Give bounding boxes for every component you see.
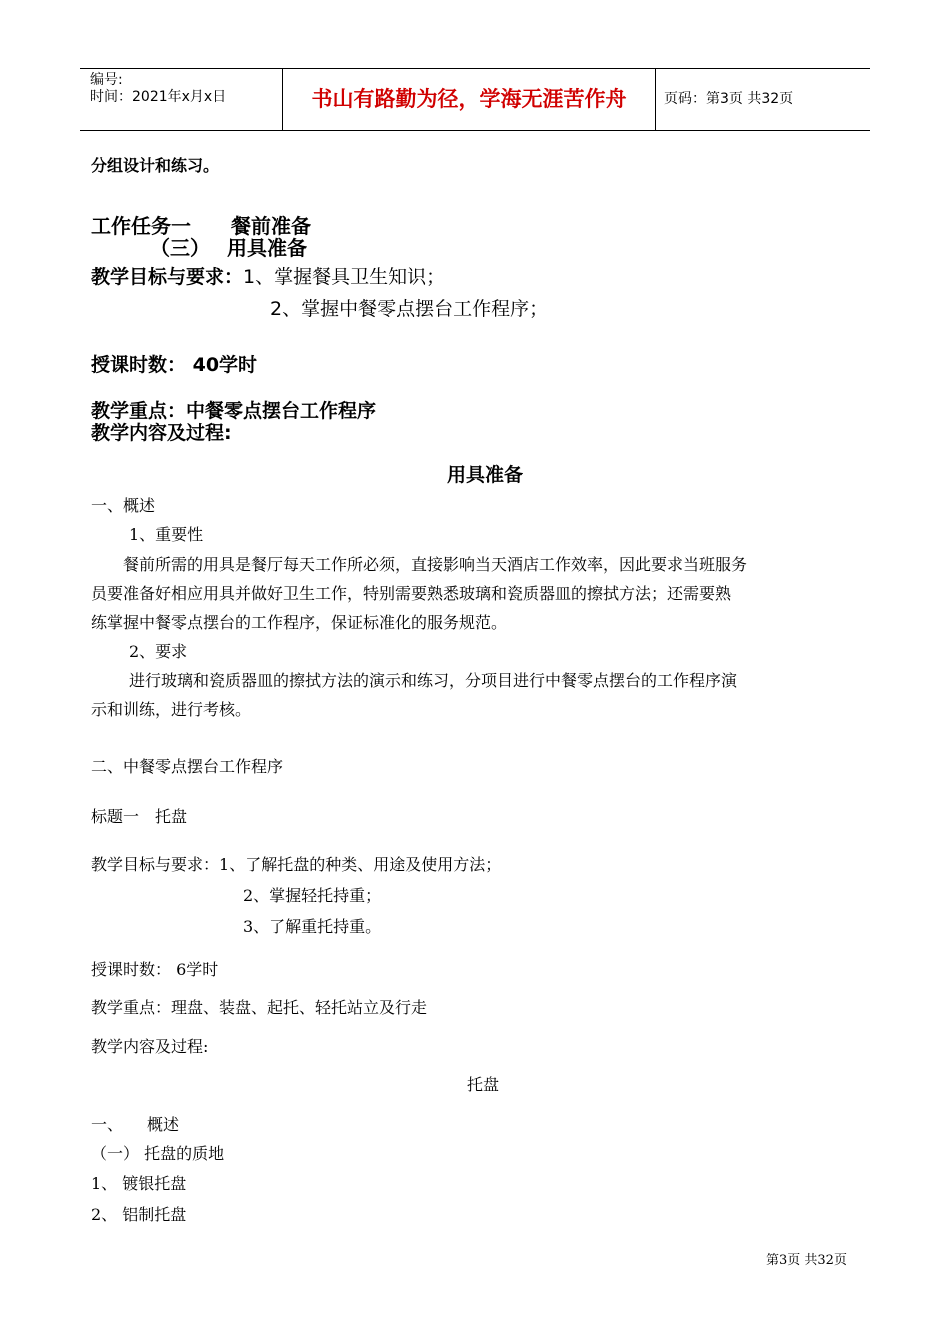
motto: 书山有路勤为径，学海无涯苦作舟 xyxy=(311,87,627,111)
task-hours: 授课时数： 40学时 xyxy=(91,354,258,376)
header-page-info: 页码：第3页 共32页 xyxy=(664,91,794,107)
header-table xyxy=(80,68,870,131)
topic-focus: 教学重点：理盘、装盘、起托、轻托站立及行走 xyxy=(91,998,428,1017)
topic-goal-1: 1、了解托盘的种类、用途及使用方法； xyxy=(219,855,502,874)
requirement-line-1: 进行玻璃和瓷质器皿的擦拭方法的演示和练习，分项目进行中餐零点摆台的工作程序演 xyxy=(129,671,738,690)
task-subtitle: （三） 用具准备 xyxy=(150,236,307,260)
task-goal-2: 2、掌握中餐零点摆台工作程序； xyxy=(270,298,549,320)
tray-center-title: 托盘 xyxy=(466,1075,499,1094)
topic-goals-label: 教学目标与要求： xyxy=(91,855,220,874)
number-label: 编号: xyxy=(90,72,123,88)
task-focus: 教学重点：中餐零点摆台工作程序 xyxy=(91,400,377,422)
header-motto-cell xyxy=(282,69,656,130)
tray-overview: 一、 概述 xyxy=(91,1115,180,1134)
importance-line-2: 员要准备好相应用具并做好卫生工作，特别需要熟悉玻璃和瓷质器皿的擦拭方法；还需要熟 xyxy=(91,584,732,603)
header-right-cell xyxy=(655,69,870,130)
tray-item-1: 1、 镀银托盘 xyxy=(91,1174,187,1193)
topic-title: 标题一 托盘 xyxy=(91,807,188,826)
topic-hours: 授课时数： 6学时 xyxy=(91,960,219,979)
topic-goal-2: 2、掌握轻托持重； xyxy=(243,886,382,905)
importance-line-3: 练掌握中餐零点摆台的工作程序，保证标准化的服务规范。 xyxy=(91,613,508,632)
time-label: 时间：2021年x月x日 xyxy=(90,89,227,105)
tray-item-2: 2、 铝制托盘 xyxy=(91,1205,187,1224)
task-goals-label: 教学目标与要求： xyxy=(91,266,244,288)
topic-goal-3: 3、了解重托持重。 xyxy=(243,917,382,936)
task-content-label: 教学内容及过程: xyxy=(91,422,232,444)
section1-overview: 一、概述 xyxy=(91,496,156,515)
requirement-title: 2、要求 xyxy=(129,642,188,661)
importance-line-1: 餐前所需的用具是餐厅每天工作所必须，直接影响当天酒店工作效率，因此要求当班服务 xyxy=(123,555,748,574)
header-left-cell xyxy=(80,69,282,130)
intro-line: 分组设计和练习。 xyxy=(91,156,220,175)
footer-page-info: 第3页 共32页 xyxy=(766,1253,847,1268)
section1-heading: 用具准备 xyxy=(446,464,523,486)
task-goals xyxy=(91,262,445,289)
topic-content-label: 教学内容及过程: xyxy=(91,1037,209,1056)
section2-heading: 二、中餐零点摆台工作程序 xyxy=(91,757,284,776)
importance-title: 1、重要性 xyxy=(129,525,204,544)
task-title: 工作任务一 餐前准备 xyxy=(91,214,311,238)
requirement-line-2: 示和训练，进行考核。 xyxy=(91,700,252,719)
topic-goals xyxy=(91,852,501,875)
task-goal-1: 1、掌握餐具卫生知识； xyxy=(243,266,446,288)
tray-material-heading: （一） 托盘的质地 xyxy=(91,1144,225,1163)
